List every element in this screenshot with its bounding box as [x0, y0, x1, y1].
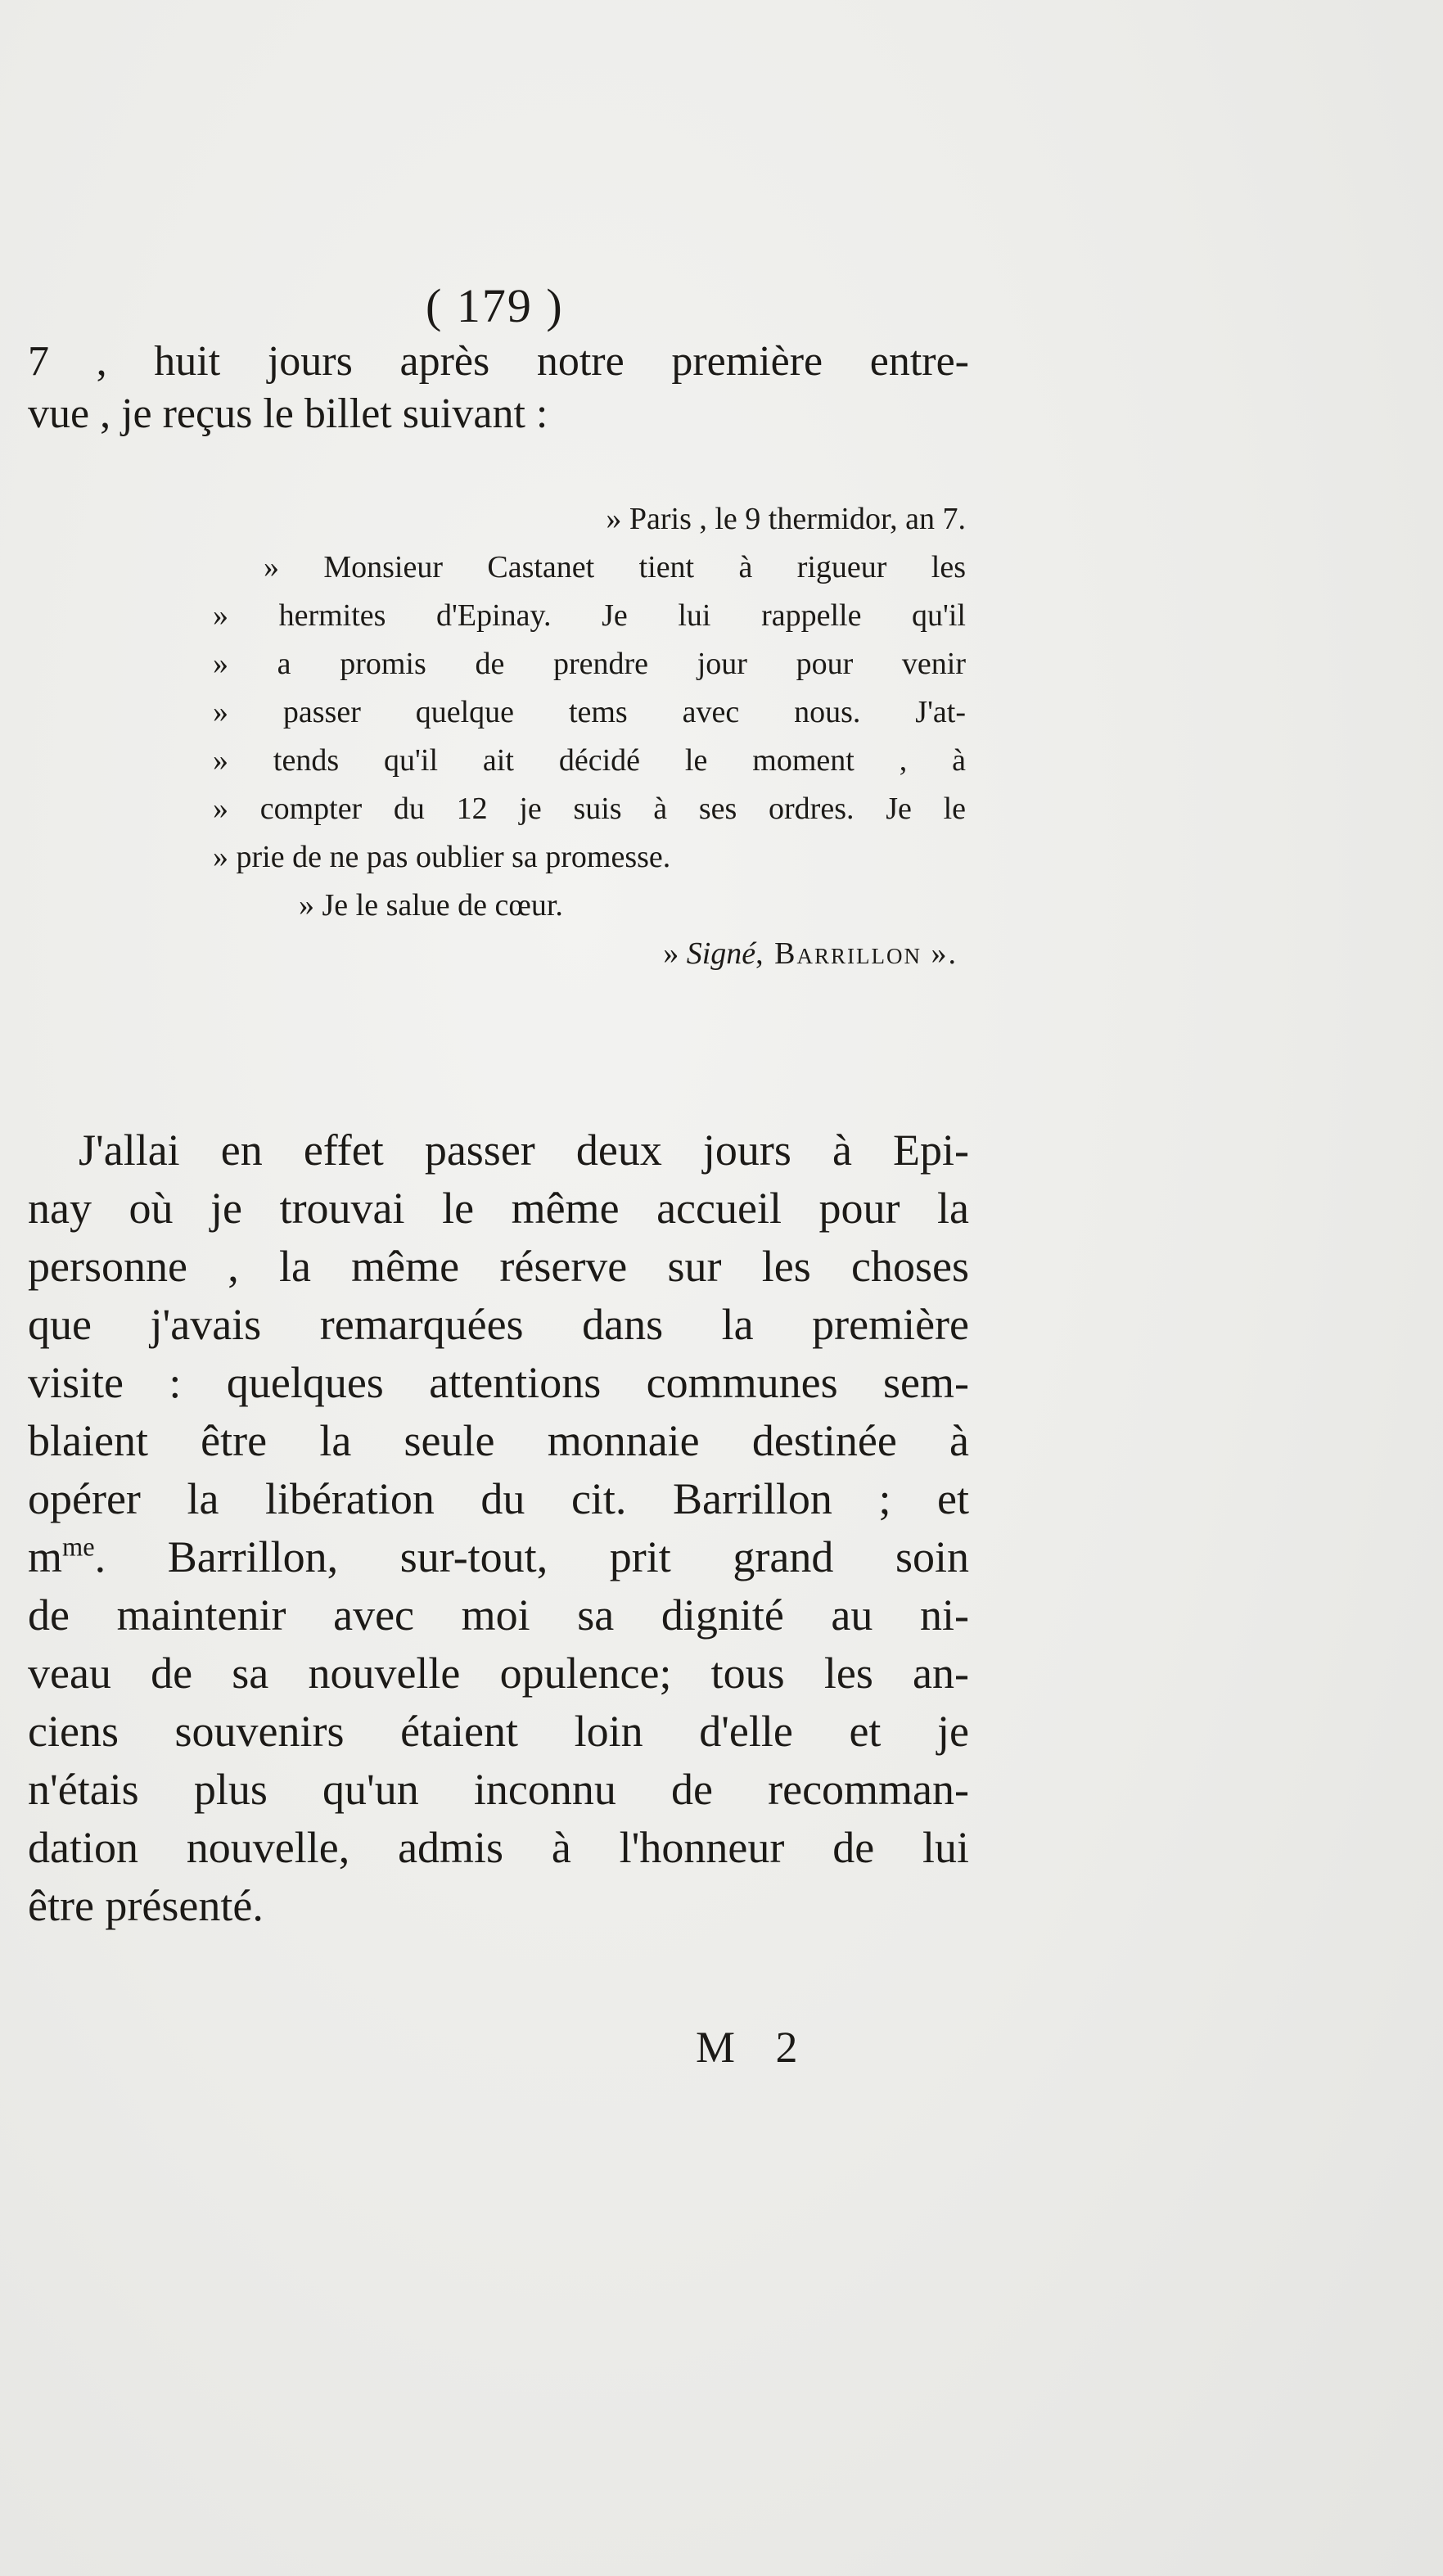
page-number: ( 179 ) — [426, 279, 564, 332]
text-line: blaient être la seule monnaie destinée à — [28, 1416, 969, 1465]
printer-signature-mark: M 2 — [696, 2023, 813, 2072]
text-line: J'allai en effet passer deux jours à Epi- — [79, 1126, 969, 1175]
lead-text — [28, 336, 969, 440]
letter-line: » prie de ne pas oublier sa promesse. — [213, 840, 671, 874]
letter-line: » compter du 12 je suis à ses ordres. Je le — [213, 792, 966, 826]
text-line: opérer la libération du cit. Barrillon ; et — [28, 1474, 969, 1523]
signature-name: , Barrillon ». — [755, 936, 958, 971]
text-line: être présenté. — [28, 1881, 264, 1930]
text-line: que j'avais remarquées dans la première — [28, 1300, 969, 1349]
letter-dateline: » Paris , le 9 thermidor, an 7. — [606, 502, 966, 536]
text-line: veau de sa nouvelle opulence; tous les an- — [28, 1649, 969, 1698]
abbrev-superscript: me — [62, 1532, 95, 1563]
text-line: de maintenir avec moi sa dignité au ni- — [28, 1590, 969, 1640]
letter-line: » hermites d'Epinay. Je lui rappelle qu'il — [213, 598, 966, 633]
letter-line: » Monsieur Castanet tient à rigueur les — [264, 550, 966, 584]
abbrev-m: m — [28, 1532, 63, 1581]
letter-line: » tends qu'il ait décidé le moment , à — [213, 743, 966, 778]
letter-signature — [213, 930, 966, 978]
text-fragment: . Barrillon, sur-tout, prit grand soin — [94, 1532, 969, 1581]
text-line: n'étais plus qu'un inconnu de recomman- — [28, 1765, 969, 1814]
text-line: nay où je trouvai le même accueil pour la — [28, 1184, 969, 1233]
text-line: ciens souvenirs étaient loin d'elle et je — [28, 1707, 969, 1756]
signature-prefix: » — [663, 936, 687, 971]
letter-line: » a promis de prendre jour pour venir — [213, 647, 966, 681]
quoted-letter — [213, 495, 966, 978]
text-line: personne , la même réserve sur les choses — [28, 1242, 969, 1291]
letter-closing: » Je le salue de cœur. — [299, 888, 563, 923]
text-line: dation nouvelle, admis à l'honneur de lui — [28, 1823, 969, 1872]
text-line — [28, 1528, 969, 1586]
text-line: visite : quelques attentions communes sem- — [28, 1358, 969, 1407]
signature-signed: Signé — [686, 936, 756, 971]
main-paragraph — [28, 1121, 969, 1935]
letter-line: » passer quelque tems avec nous. J'at- — [213, 695, 966, 729]
text-line: 7 , huit jours après notre première entre- — [28, 338, 969, 385]
text-line: vue , je reçus le billet suivant : — [28, 390, 548, 437]
